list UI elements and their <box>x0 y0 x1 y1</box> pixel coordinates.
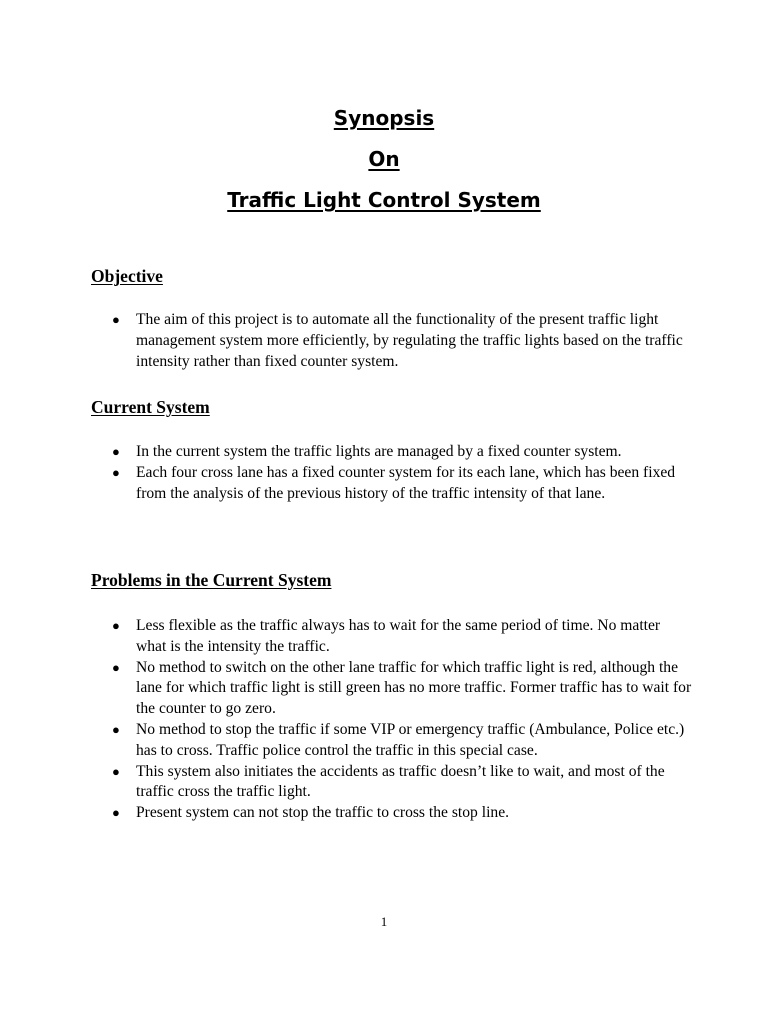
title-block <box>0 103 768 226</box>
list-item <box>112 616 692 658</box>
list-item <box>112 310 692 372</box>
bullet-icon: ● <box>112 618 120 633</box>
current-system-list <box>112 442 692 504</box>
list-item-text: This system also initiates the accidents as traffic doesn’t like to wait, and most of the traffic cross the traffic light. <box>136 762 665 801</box>
title-synopsis-text: Synopsis <box>333 106 435 130</box>
list-item <box>112 658 692 720</box>
title-on-text: On <box>368 147 400 171</box>
bullet-icon: ● <box>112 312 120 327</box>
title-line-synopsis <box>0 103 768 144</box>
bullet-icon: ● <box>112 444 120 459</box>
section-heading-current-system: Current System <box>91 397 210 417</box>
section-heading-objective: Objective <box>91 266 163 286</box>
bullet-icon: ● <box>112 805 120 821</box>
list-item <box>112 442 692 463</box>
list-item <box>112 762 692 804</box>
objective-list <box>112 310 692 372</box>
list-item-text: In the current system the traffic lights are managed by a fixed counter system. <box>136 443 622 460</box>
bullet-icon: ● <box>112 659 120 675</box>
bullet-icon: ● <box>112 721 120 737</box>
title-line-main <box>0 185 768 226</box>
list-item <box>112 720 692 762</box>
title-main-text: Traffic Light Control System <box>227 188 541 212</box>
list-item-text: Each four cross lane has a fixed counter system for its each lane, which has been fixed from the analysis of the previous history of the traffic intensity of that lane. <box>136 463 676 502</box>
list-item <box>112 803 692 824</box>
title-line-on <box>0 144 768 185</box>
problems-list <box>112 616 692 824</box>
section-heading-problems: Problems in the Current System <box>91 570 332 590</box>
list-item-text: The aim of this project is to automate all the functionality of the present traffic light management system more efficiently, by regulating the traffic lights based on the traffic intensity rather than fixed counter system. <box>136 311 683 370</box>
bullet-icon: ● <box>112 464 120 480</box>
list-item-text: No method to stop the traffic if some VIP or emergency traffic (Ambulance, Police etc.) has to cross. Traffic police control the traffic in this special case. <box>136 720 685 759</box>
list-item-text: No method to switch on the other lane traffic for which traffic light is red, although the lane for which traffic light is still green has no more traffic. Former traffic has to wait for the counter to go zero. <box>136 658 692 718</box>
list-item-text: Present system can not stop the traffic to cross the stop line. <box>136 804 510 822</box>
list-item-text: Less flexible as the traffic always has to wait for the same period of time. No matter what is the intensity the traffic. <box>136 617 661 655</box>
bullet-icon: ● <box>112 763 120 779</box>
page-number: 1 <box>380 914 388 929</box>
list-item <box>112 463 692 505</box>
